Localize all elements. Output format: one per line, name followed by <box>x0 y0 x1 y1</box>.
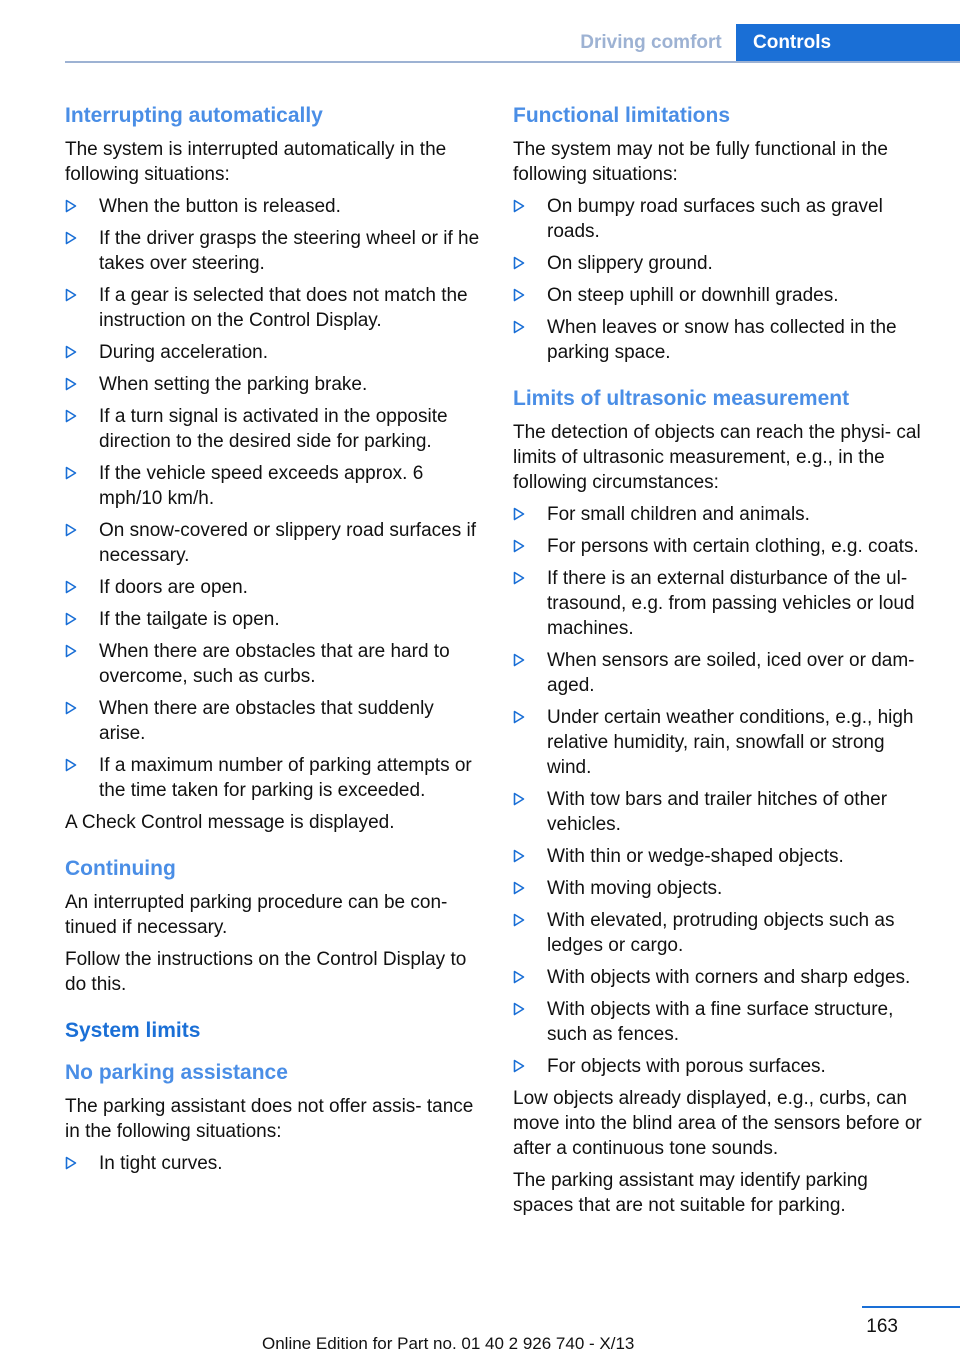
left-column <box>65 101 483 1183</box>
list-item <box>65 518 483 568</box>
list-item <box>513 997 933 1047</box>
list-item-text: If there is an external disturbance of the ul‐ trasound, e.g. from passing vehicles or loud machines. <box>547 568 915 639</box>
list-item <box>513 844 933 869</box>
triangle-bullet-icon <box>65 409 77 423</box>
list-item-text: If doors are open. <box>99 577 248 598</box>
triangle-bullet-icon <box>513 881 525 895</box>
ultrasonic-text-1: Low objects already displayed, e.g., curbs, can move into the blind area of the sensors before or after a continuous tone sounds. <box>513 1088 922 1159</box>
list-item-text: For persons with certain clothing, e.g. coats. <box>547 536 919 557</box>
list-item-text: For objects with porous surfaces. <box>547 1056 826 1077</box>
triangle-bullet-icon <box>65 199 77 213</box>
no-assist-intro: The parking assistant does not offer assis‐ tance in the following situations: <box>65 1096 474 1142</box>
triangle-bullet-icon <box>65 644 77 658</box>
triangle-bullet-icon <box>65 466 77 480</box>
functional-intro: The system may not be fully functional in the following situations: <box>513 139 888 185</box>
list-item-text: On slippery ground. <box>547 253 713 274</box>
header-chapter-tab: Controls <box>736 24 960 62</box>
triangle-bullet-icon <box>65 701 77 715</box>
triangle-bullet-icon <box>65 1156 77 1170</box>
list-item <box>65 226 483 276</box>
triangle-bullet-icon <box>513 792 525 806</box>
list-item <box>513 566 933 641</box>
list-item <box>65 340 483 365</box>
triangle-bullet-icon <box>513 970 525 984</box>
continuing-text-1: An interrupted parking procedure can be con‐ tinued if necessary. <box>65 892 448 938</box>
list-item-text: On snow-covered or slippery road surfaces if necessary. <box>99 520 476 566</box>
list-item <box>513 648 933 698</box>
list-item <box>65 696 483 746</box>
list-item <box>65 372 483 397</box>
header-section-title: Driving comfort <box>566 24 736 62</box>
list-item-text: On steep uphill or downhill grades. <box>547 285 839 306</box>
triangle-bullet-icon <box>65 523 77 537</box>
list-item-text: When there are obstacles that suddenly arise. <box>99 698 434 744</box>
triangle-bullet-icon <box>513 256 525 270</box>
list-item-text: When the button is released. <box>99 196 341 217</box>
list-item-text: If the driver grasps the steering wheel or if he takes over steering. <box>99 228 480 274</box>
ultrasonic-intro: The detection of objects can reach the physi‐ cal limits of ultrasonic measurement, e.g., in the following circumstances: <box>513 422 921 493</box>
triangle-bullet-icon <box>513 913 525 927</box>
triangle-bullet-icon <box>65 612 77 626</box>
triangle-bullet-icon <box>65 377 77 391</box>
heading-system-limits: System limits <box>65 1019 201 1042</box>
triangle-bullet-icon <box>513 507 525 521</box>
triangle-bullet-icon <box>513 320 525 334</box>
triangle-bullet-icon <box>513 653 525 667</box>
list-item-text: If the vehicle speed exceeds approx. 6 mph/10 km/h. <box>99 463 424 509</box>
heading-continuing: Continuing <box>65 857 176 880</box>
list-item-text: If the tailgate is open. <box>99 609 280 630</box>
triangle-bullet-icon <box>513 1002 525 1016</box>
list-item-text: When setting the parking brake. <box>99 374 368 395</box>
edition-footer: Online Edition for Part no. 01 40 2 926 740 - X/13 <box>262 1334 635 1353</box>
triangle-bullet-icon <box>513 1059 525 1073</box>
functional-list <box>513 194 933 365</box>
list-item <box>65 194 483 219</box>
list-item <box>65 283 483 333</box>
list-item-text: With thin or wedge-shaped objects. <box>547 846 844 867</box>
list-item <box>65 607 483 632</box>
list-item <box>513 251 933 276</box>
interrupt-list <box>65 194 483 803</box>
triangle-bullet-icon <box>65 231 77 245</box>
triangle-bullet-icon <box>513 539 525 553</box>
ultrasonic-list <box>513 502 933 1079</box>
list-item-text: With tow bars and trailer hitches of other vehicles. <box>547 789 888 835</box>
list-item-text: With moving objects. <box>547 878 723 899</box>
no-assist-list <box>65 1151 483 1176</box>
list-item-text: In tight curves. <box>99 1153 223 1174</box>
list-item <box>513 876 933 901</box>
list-item-text: If a turn signal is activated in the opposite direction to the desired side for parking. <box>99 406 448 452</box>
list-item-text: With objects with corners and sharp edges. <box>547 967 911 988</box>
triangle-bullet-icon <box>65 288 77 302</box>
list-item <box>513 1054 933 1079</box>
list-item-text: With elevated, protruding objects such as ledges or cargo. <box>547 910 895 956</box>
page-header <box>566 24 960 62</box>
list-item <box>65 1151 483 1176</box>
footer-rule <box>862 1306 960 1308</box>
triangle-bullet-icon <box>513 571 525 585</box>
list-item-text: During acceleration. <box>99 342 268 363</box>
list-item <box>65 639 483 689</box>
list-item-text: On bumpy road surfaces such as gravel roads. <box>547 196 883 242</box>
right-column <box>513 101 933 1225</box>
list-item <box>513 705 933 780</box>
list-item-text: For small children and animals. <box>547 504 810 525</box>
heading-functional-limitations: Functional limitations <box>513 104 731 127</box>
triangle-bullet-icon <box>65 758 77 772</box>
triangle-bullet-icon <box>513 849 525 863</box>
triangle-bullet-icon <box>513 288 525 302</box>
triangle-bullet-icon <box>65 580 77 594</box>
list-item <box>65 404 483 454</box>
header-rule <box>65 61 960 63</box>
heading-ultrasonic-limits: Limits of ultrasonic measurement <box>513 387 850 410</box>
list-item <box>65 575 483 600</box>
heading-no-parking-assistance: No parking assistance <box>65 1061 288 1084</box>
continuing-text-2: Follow the instructions on the Control Display to do this. <box>65 949 467 995</box>
list-item <box>513 283 933 308</box>
list-item-text: When sensors are soiled, iced over or dam‐ aged. <box>547 650 915 696</box>
list-item-text: If a maximum number of parking attempts or the time taken for parking is exceeded. <box>99 755 472 801</box>
list-item <box>513 315 933 365</box>
list-item-text: Under certain weather conditions, e.g., high relative humidity, rain, snowfall or strong wind. <box>547 707 914 778</box>
list-item-text: With objects with a fine surface structure, such as fences. <box>547 999 894 1045</box>
interrupt-outro: A Check Control message is displayed. <box>65 812 395 833</box>
triangle-bullet-icon <box>513 710 525 724</box>
list-item <box>513 534 933 559</box>
list-item <box>513 194 933 244</box>
interrupt-intro: The system is interrupted automatically in the following situations: <box>65 139 447 185</box>
list-item <box>513 787 933 837</box>
list-item <box>513 502 933 527</box>
triangle-bullet-icon <box>513 199 525 213</box>
list-item <box>65 753 483 803</box>
list-item <box>65 461 483 511</box>
list-item-text: When there are obstacles that are hard to overcome, such as curbs. <box>99 641 450 687</box>
page-number: 163 <box>866 1316 898 1337</box>
list-item <box>513 908 933 958</box>
list-item-text: When leaves or snow has collected in the parking space. <box>547 317 897 363</box>
list-item-text: If a gear is selected that does not match the instruction on the Control Display. <box>99 285 468 331</box>
list-item <box>513 965 933 990</box>
triangle-bullet-icon <box>65 345 77 359</box>
heading-interrupting-automatically: Interrupting automatically <box>65 104 323 127</box>
ultrasonic-text-2: The parking assistant may identify parking spaces that are not suitable for parking. <box>513 1170 868 1216</box>
